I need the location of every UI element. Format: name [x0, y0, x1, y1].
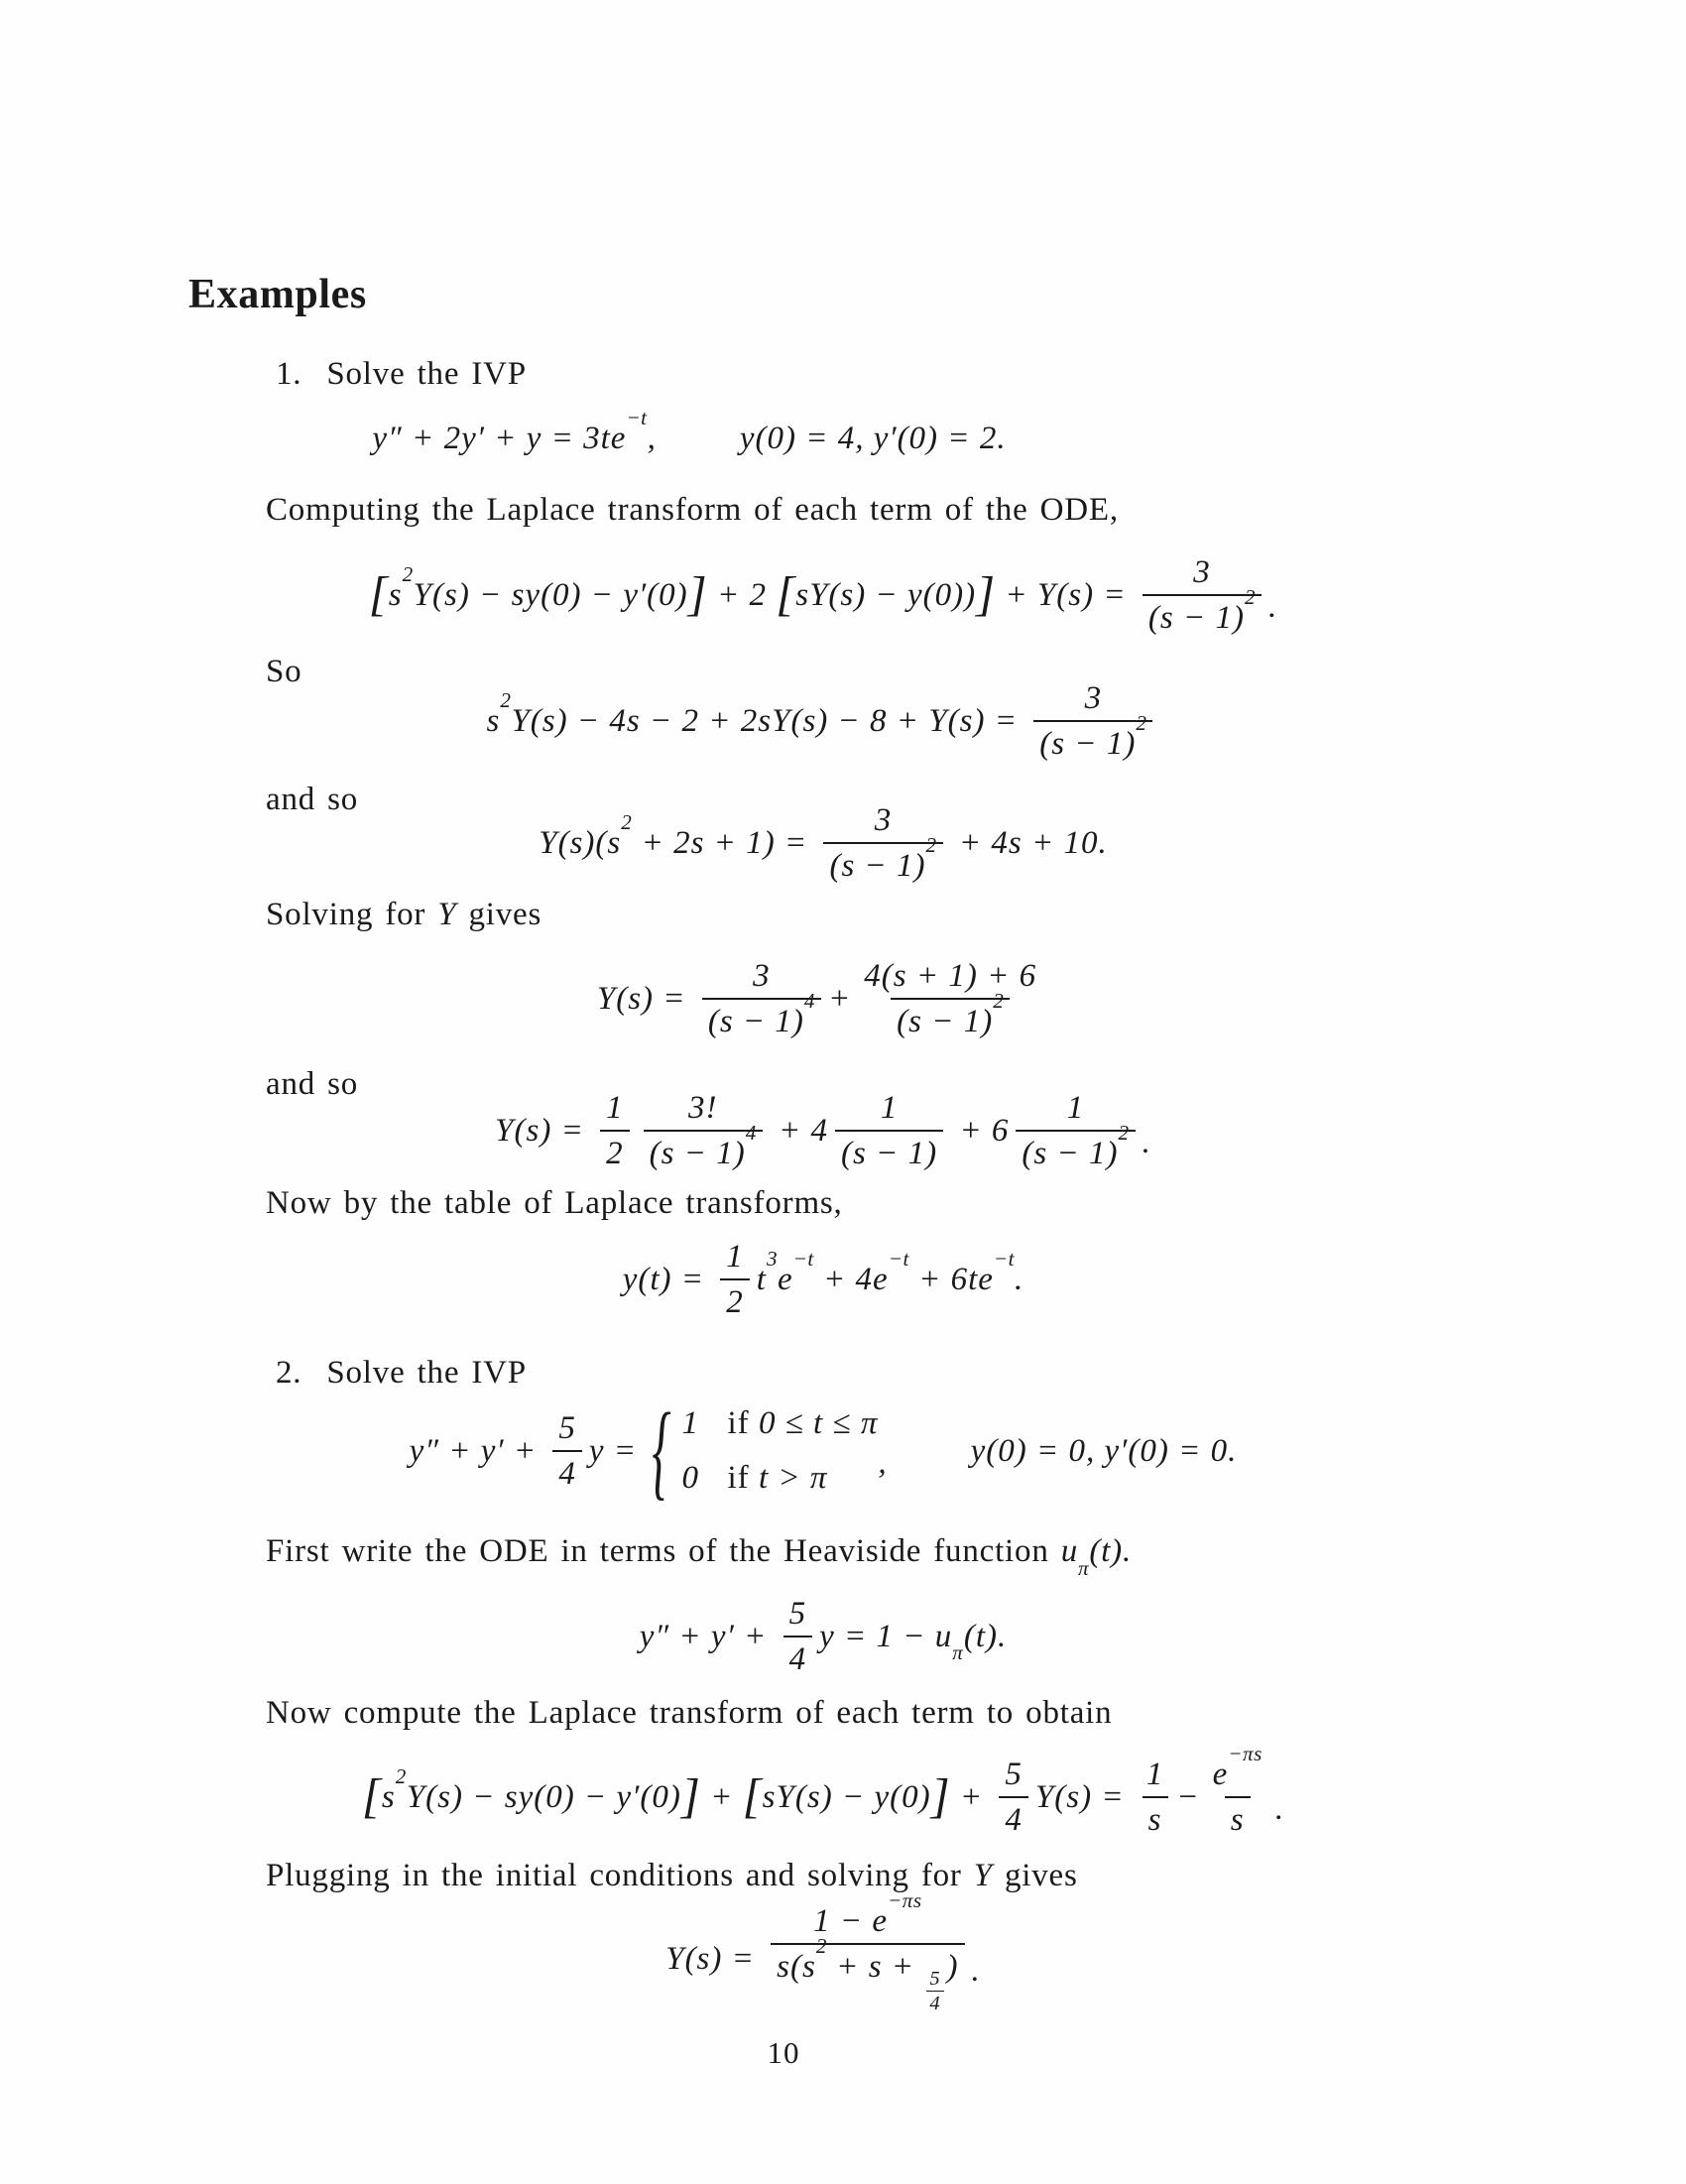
math-fragment: . — [1142, 1124, 1151, 1160]
fraction: $\frac{5}{4}$ — [552, 1411, 582, 1491]
math-fragment: $s^2Y(s) - sy(0) - y'(0)$ — [381, 1763, 681, 1815]
paragraph-and-so-2: and so — [266, 1066, 359, 1102]
paragraph-table-of-transforms: Now by the table of Laplace transforms, — [266, 1185, 843, 1221]
math-fragment: Y(s) = — [495, 1112, 594, 1149]
math-fragment: . — [1274, 1790, 1285, 1827]
right-bracket: ] — [680, 1767, 701, 1823]
cases-block — [682, 1405, 879, 1497]
fraction: $\frac{5}{4}$ — [783, 1597, 813, 1676]
fraction: $\frac{3}{(s - 1)^2}$ — [1033, 681, 1152, 761]
paragraph-and-so: and so — [266, 782, 359, 817]
math-fragment: $Y(s)(s^2 + 2s + 1)$ = — [539, 809, 817, 861]
math-fragment: + — [950, 1778, 993, 1815]
fraction: $\frac{5}{4}$ — [999, 1758, 1028, 1837]
paragraph-plugging-in: Plugging in the initial conditions and solving for Y gives — [266, 1858, 1078, 1893]
math-fragment: + 4s + 10. — [949, 824, 1108, 861]
paragraph-computing: Computing the Laplace transform of each term of the ODE, — [266, 492, 1119, 528]
math-fragment: sY(s) − y(0) — [762, 1778, 931, 1815]
equation-heaviside-form — [188, 1572, 1458, 1701]
cases-brace: { — [652, 1392, 672, 1511]
fraction: $\frac{1}{(s - 1)^2}$ — [1016, 1091, 1135, 1170]
math-fragment: , — [878, 1444, 888, 1481]
list-item-2-title: Solve the IVP — [326, 1355, 527, 1391]
paragraph-so: So — [266, 654, 302, 689]
math-fragment: . — [971, 1952, 981, 1989]
equation-factored — [188, 779, 1458, 908]
inline-fraction: $\frac{5}{4}$ — [926, 1969, 943, 2013]
fraction: $\frac{1}{2}$ — [600, 1091, 630, 1170]
fraction: $\frac{1}{2}$ — [720, 1240, 750, 1319]
right-bracket: ] — [687, 565, 708, 621]
math-fragment: sY(s) − y(0)) — [795, 576, 977, 613]
equation-ivp-2 — [188, 1382, 1458, 1520]
left-bracket: [ — [742, 1767, 763, 1823]
equation-laplace-terms-2 — [188, 1733, 1458, 1862]
paragraph-now-compute: Now compute the Laplace transform of each term to obtain — [266, 1695, 1113, 1731]
section-heading: Examples — [188, 272, 367, 317]
fraction: $\frac{1}{(s - 1)}$ — [835, 1091, 943, 1170]
math-fragment: y = — [588, 1432, 647, 1469]
fraction: $\frac{3}{(s - 1)^2}$ — [1143, 555, 1262, 635]
equation-laplace-terms-1 — [188, 531, 1458, 660]
math-fragment: + — [827, 980, 852, 1017]
left-bracket: [ — [776, 565, 796, 621]
list-item-2-marker: 2. — [276, 1355, 302, 1391]
math-fragment: $s^2Y(s) - sy(0) - y'(0)$ — [388, 561, 688, 613]
math-fragment: + 2 — [707, 576, 777, 613]
page-number: 10 — [767, 2035, 800, 2070]
math-fragment: − — [1176, 1778, 1200, 1815]
math-fragment: y″ + y′ + — [409, 1432, 546, 1469]
math-fragment: + Y(s) = — [996, 576, 1136, 613]
cases-row: 1 if 0 ≤ t ≤ π — [681, 1405, 879, 1441]
cases-row: 0 if t > π — [681, 1460, 828, 1496]
math-fragment: + 4 — [769, 1112, 829, 1149]
equation-y-decomposed — [188, 1066, 1458, 1195]
right-bracket: ] — [930, 1767, 951, 1823]
math-fragment: y(0) = 0, y′(0) = 0. — [970, 1432, 1238, 1469]
math-fragment: y″ + y′ + — [639, 1618, 777, 1654]
equation-y-partial — [188, 934, 1458, 1063]
left-bracket: [ — [361, 1767, 382, 1823]
list-item-1-marker: 1. — [276, 356, 302, 392]
math-fragment: Y(s) = — [665, 1940, 765, 1977]
paragraph-solving-for-y: Solving for Y gives — [266, 897, 542, 932]
math-fragment: + 6 — [950, 1112, 1010, 1149]
fraction: $\frac{4(s + 1) + 6}{(s - 1)^2}$ — [864, 957, 1037, 1039]
math-fragment: $s^2Y(s) - 4s - 2 + 2sY(s) - 8 + Y(s)$ = — [486, 687, 1027, 739]
equation-solution-2 — [188, 1888, 1458, 2023]
math-fragment: . — [1268, 588, 1278, 625]
equation-expanded — [188, 657, 1458, 786]
right-bracket: ] — [976, 565, 997, 621]
math-fragment: $y'' + 2y' + y = 3te^{-t}$, — [372, 405, 657, 456]
math-fragment: y(t) = — [622, 1261, 714, 1297]
equation-solution-1 — [188, 1215, 1458, 1344]
fraction: $\frac{e^{-\pi s}}{s}$ — [1212, 1742, 1263, 1838]
equation-ivp-1 — [55, 374, 1324, 503]
left-bracket: [ — [368, 565, 389, 621]
math-fragment: Y(s) = — [1034, 1778, 1134, 1815]
math-fragment: $t^3e^{-t} + 4e^{-t} + 6te^{-t}$. — [756, 1246, 1024, 1297]
math-fragment: y(0) = 4, y′(0) = 2. — [739, 420, 1007, 456]
math-fragment: Y(s) = — [596, 980, 695, 1017]
math-fragment: $y = 1 - u_\pi(t)$. — [819, 1618, 1008, 1664]
fraction: $\frac{3!}{(s - 1)^4}$ — [644, 1091, 763, 1170]
fraction: $\frac{1}{s}$ — [1141, 1758, 1170, 1837]
list-item-1-title: Solve the IVP — [326, 356, 527, 392]
fraction: $\frac{3}{(s - 1)^4}$ — [702, 959, 821, 1038]
math-fragment: + — [700, 1778, 743, 1815]
fraction: $1 - e^{-\pi s}$ $s(s^2 + s$ + $\frac{5}{4}$ ) — [771, 1904, 964, 2013]
paragraph-heaviside: First write the ODE in terms of the Heaviside function $u_\pi(t)$. — [266, 1533, 1132, 1580]
fraction: $\frac{3}{(s - 1)^2}$ — [823, 803, 942, 883]
